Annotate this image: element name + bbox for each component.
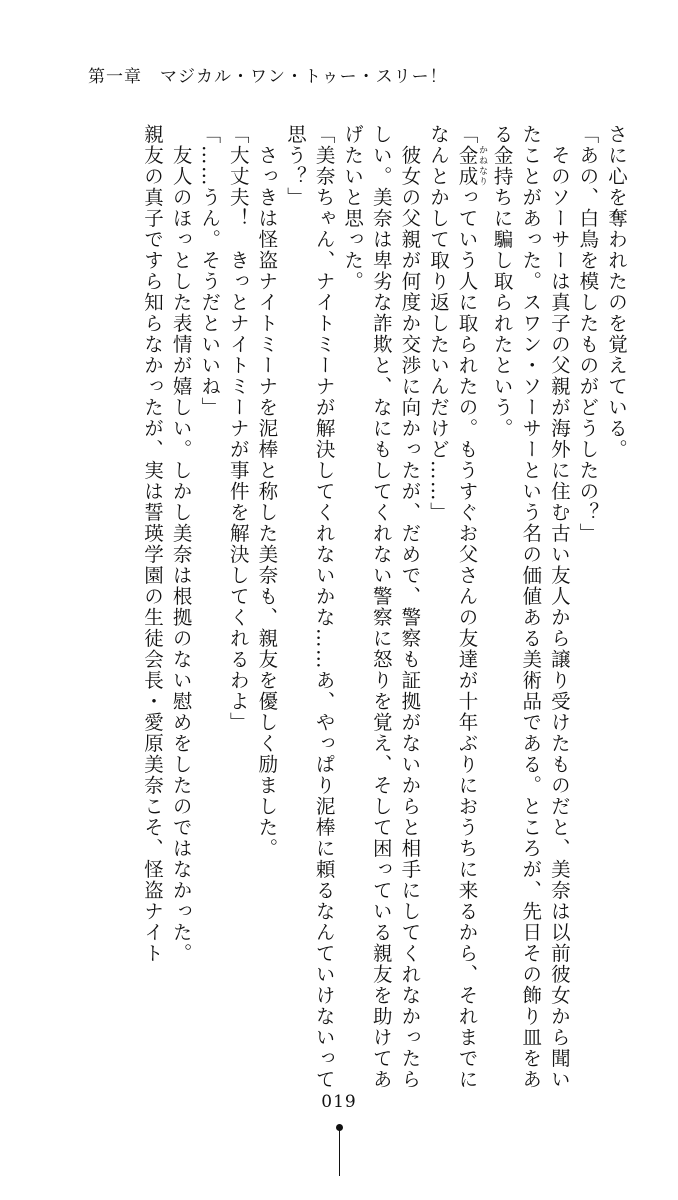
page-marker-icon: [336, 1124, 343, 1176]
body-text: [74, 124, 630, 1104]
paragraph: さっきは怪盗ナイトミーナを泥棒と称した美奈も、親友を優しく励ました。: [255, 124, 279, 859]
paragraph: 「……うん。そうだといいね」: [198, 124, 222, 418]
name-with-furigana: 金成かねなり: [455, 145, 488, 187]
paragraph: 「大丈夫！ きっとナイトミーナが事件を解決してくれるわよ」: [226, 124, 250, 733]
paragraph: 「美奈ちゃん、ナイトミーナが解決してくれないかな……あ、やっぱり泥棒に頼るなんていけないって思う？」: [283, 124, 336, 1090]
paragraph-with-ruby: [423, 124, 487, 1104]
ruby-text: 「金成かねなりっていう人に取られたの。もうすぐお父さんの友達が十年ぶりにおうちに来るから、それまでになんとかして取り返したいんだけど……」: [426, 124, 488, 1090]
chapter-header: 第一章 マジカル・ワン・トゥー・スリー！: [88, 67, 448, 87]
paragraph: 親友の真子ですら知らなかったが、実は誓瑛学園の生徒会長・愛原美奈こそ、怪盗ナイト: [141, 124, 164, 964]
page-number: 019: [321, 1092, 357, 1112]
paragraph: 友人のほっとした表情が嬉しい。しかし美奈は根拠のない慰めをしたのではなかった。: [169, 124, 193, 964]
paragraph: そのソーサーは真子の父親が海外に住む古い友人から譲り受けたものだと、美奈は以前彼女から聞いたことがあった。スワン・ソーサーという名の価値ある美術品である。ところが、先日その飾り皿をある金持ちに騙し取られたという。: [490, 124, 571, 1090]
furigana-reading: かねなり: [477, 145, 488, 187]
paragraph: さに心を奪われたのを覚えている。: [605, 124, 628, 460]
paragraph: 「あの、白鳥を模したものがどうしたの？」: [576, 124, 600, 544]
page-marker-stem: [339, 1129, 340, 1176]
paragraph: 彼女の父親が何度か交渉に向かったが、だめで、警察も証拠がないからと相手にしてくれなかったらしい。美奈は卑劣な詐欺と、なにもしてくれない警察に怒りを覚え、そして困っている親友を助けてあげたいと思った。: [341, 124, 422, 1090]
